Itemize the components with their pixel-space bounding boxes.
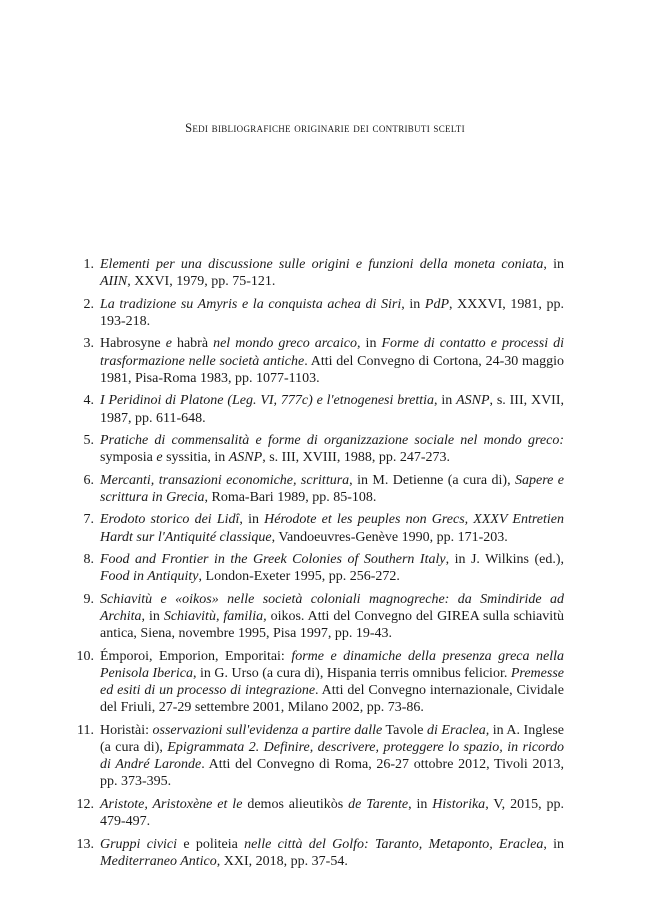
entry-text: Elementi per una discussione sulle origini e funzioni della moneta coniata [100,257,544,272]
entry-text: Pratiche di commensalità e forme di organizzazione sociale nel mondo greco: [100,433,564,449]
bibliography-entry [64,796,564,830]
bibliography-list [64,256,564,875]
entry-text: , in [543,836,565,852]
entry-text: di Eraclea, [426,722,490,738]
entry-text: PdP [424,296,449,312]
entry-number: 9. [83,591,94,607]
entry-text: , in G. Urso (a cura di), Hispania terris omnibus felicior. [192,665,511,681]
entry-text: I Peridinoi [100,393,166,409]
entry-text: Habrosyne [100,336,166,352]
entry-text: Historika [432,796,486,812]
entry-text: Gruppi civici [100,836,178,852]
page-title: Sedi bibliografiche originarie dei contributi scelti [185,121,465,135]
entry-text: , London-Exeter 1995, pp. 256-272. [198,569,400,585]
entry-text: e [165,336,177,352]
entry-text: , in [239,512,265,528]
entry-text: , in [408,796,433,812]
entry-number: 13. [76,836,94,852]
entry-text: , Roma-Bari 1989, pp. 85-108. [204,489,377,505]
entry-number: 7. [83,512,94,528]
entry-text: , in M. Detienne (a cura di), [349,472,515,488]
entry-text: nel mondo greco arcaico [213,336,358,352]
entry-text: Epigrammata 2. Definire, descrivere, proteggere lo spazio, in ricordo di André Laronde [100,740,564,773]
entry-text: ASNP [228,450,263,466]
entry-number: 11. [77,722,94,738]
entry-text: . Atti del Convegno di Roma, 26-27 ottobre 2012, Tivoli 2013, pp. 373-395. [100,757,564,790]
entry-number: 6. [83,472,94,488]
entry-text: , Vandoeuvres-Genève 1990, pp. 171-203. [271,529,508,545]
entry-text: Mediterraneo Antico [100,853,217,869]
entry-text: Food in Antiquity [100,569,199,585]
bibliography-entry [64,296,564,330]
entry-text: nelle città del Golfo: Taranto, Metaponto, Eraclea [244,836,544,852]
entry-text: symposia [100,450,157,466]
entry-text: Schiavitù e «oikos» nelle società coloniali magnogreche: da Smindiride ad Archita [100,591,564,625]
entry-text: Erodoto storico dei Lidî [100,512,240,528]
entry-text: in A. Inglese (a cura di), [100,722,564,756]
entry-text: Horistài: [100,722,153,738]
entry-text: Premesse ed esiti di un processo di integrazione [100,665,564,699]
entry-text: Sapere e scrittura in Grecia [100,472,564,505]
entry-text: AIIN [100,274,128,290]
entry-text: syssitia, in [162,450,229,466]
entry-text: Schiavitù, familia, [163,609,267,625]
bibliography-entry [64,472,564,506]
entry-text: , in [543,257,565,272]
bibliography-entry [64,511,564,545]
entry-text: e politeia [177,836,245,852]
entry-text: demos alieutikòs [242,796,349,812]
entry-text: forme e dinamiche della presenza greca nella Penisola Iberica [100,648,564,681]
entry-text: de Tarente [348,796,409,812]
entry-text: , XXI, 2018, pp. 37-54. [216,853,348,869]
entry-text: habrà [176,336,214,352]
entry-text: , XXXVI, 1981, pp. 193-218. [100,296,565,329]
entry-text: , in [434,393,457,409]
entry-text: , XXVI, 1979, pp. 75-121. [127,274,276,290]
entry-text: Émporoi, Emporion, Emporitai: [100,648,292,664]
entry-number: 4. [83,393,94,409]
bibliography-entry [64,392,564,426]
bibliography-entry [64,335,564,387]
entry-number: 5. [83,433,94,449]
entry-text: Hérodote et les peuples non Grecs, XXXV Entretien Hardt sur l'Antiquité classique [100,512,564,545]
bibliography-entry [64,256,564,290]
entry-number: 8. [83,552,94,568]
entry-number: 12. [76,796,94,812]
entry-text: , in [357,336,382,352]
entry-text: . Atti del Convegno di Cortona, 24-30 maggio 1981, Pisa-Roma 1983, pp. 1077-1103. [100,353,565,386]
entry-text: Tavole [382,722,427,738]
entry-text: osservazioni sull'evidenza a partire dalle [152,722,383,738]
entry-text: , in [141,609,164,625]
bibliography-entry [64,648,564,717]
entry-text: Mercanti, transazioni economiche, scrittura [100,472,350,488]
bibliography-entry [64,551,564,585]
entry-text: ASNP [456,393,490,409]
entry-text: , s. III, XVIII, 1988, pp. 247-273. [262,450,450,466]
bibliography-entry [64,722,564,791]
entry-text: , s. III, XVII, 1987, pp. 611-648. [100,393,565,426]
entry-text: Food and Frontier in the Greek Colonies of Southern Italy [100,552,446,568]
entry-text: e [156,450,163,466]
entry-text: Forme di contatto e processi di trasformazione nelle società antiche [100,336,565,369]
entry-text: , in [401,296,425,312]
entry-number: 1. [83,257,94,272]
entry-text: di Platone (Leg. VI, 777c) e l'etnogenesi brettia [165,393,435,409]
bibliography-entry [64,836,564,870]
entry-text: , V, 2015, pp. 479-497. [100,796,564,830]
entry-text: Aristote, Aristoxène et le [100,796,243,812]
entry-text: , in J. Wilkins (ed.), [445,552,564,568]
entry-text: La tradizione su Amyris e la conquista achea di Siri [100,296,402,312]
entry-number: 3. [83,336,94,352]
entry-number: 10. [76,648,94,664]
entry-number: 2. [83,296,94,312]
entry-text: . Atti del Convegno internazionale, Cividale del Friuli, 27-29 settembre 2001, Milano 2002, pp. 73-86. [100,683,564,716]
bibliography-entry [64,432,564,466]
entry-text: oikos. Atti del Convegno del GIREA sulla schiavitù antica, Siena, novembre 1995, Pisa 1997, pp. 19-43. [100,609,565,642]
bibliography-entry [64,591,564,643]
